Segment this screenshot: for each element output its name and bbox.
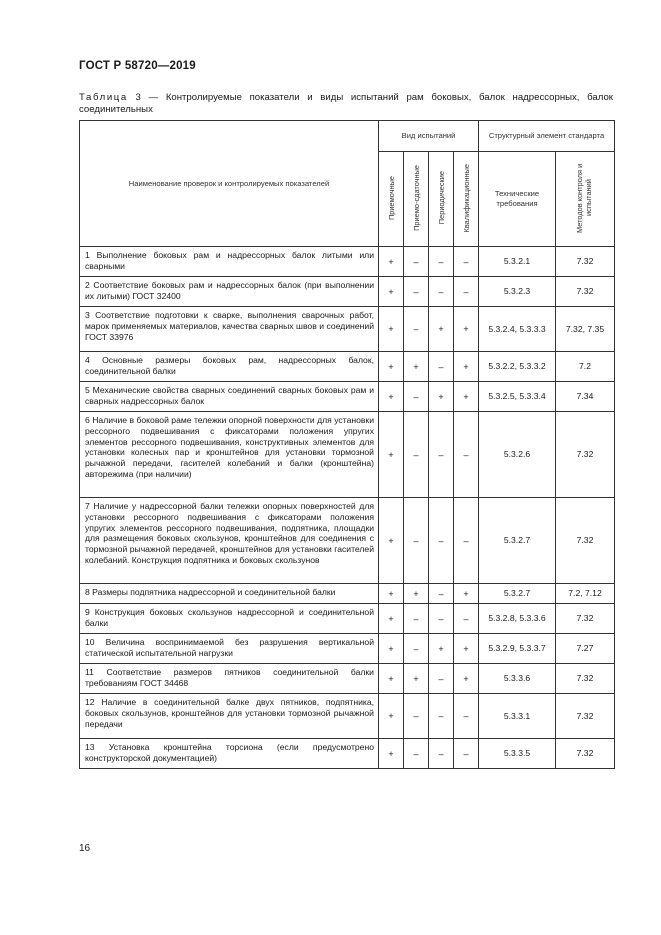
check-name-cell: 9 Конструкция боковых скользунов надрессорной и соединительной балки bbox=[80, 604, 379, 634]
method-ref-cell: 7.32, 7.35 bbox=[556, 307, 615, 352]
test-mark-cell: – bbox=[454, 694, 479, 739]
test-mark-cell: – bbox=[454, 277, 479, 307]
check-name-cell: 4 Основные размеры боковых рам, надрессорных балок, соединительной балки bbox=[80, 352, 379, 382]
test-mark-cell: + bbox=[454, 664, 479, 694]
table-row bbox=[80, 277, 615, 307]
test-mark-cell: – bbox=[454, 412, 479, 498]
caption-number: 3 bbox=[135, 92, 141, 103]
test-mark-cell: – bbox=[404, 604, 429, 634]
check-name-cell: 12 Наличие в соединительной балке двух пятников, подпятника, боковых скользунов, кронштейнов для установки тормозной рычажной передачи bbox=[80, 694, 379, 739]
method-ref-cell: 7.32 bbox=[556, 277, 615, 307]
table-row bbox=[80, 739, 615, 769]
requirement-ref-cell: 5.3.2.6 bbox=[479, 412, 556, 498]
header-test-qualification: Квалификационные bbox=[454, 152, 479, 247]
check-name-cell: 10 Величина воспринимаемой без разрушения вертикальной статической испытательной нагрузки bbox=[80, 634, 379, 664]
test-mark-cell: – bbox=[404, 277, 429, 307]
test-mark-cell: + bbox=[379, 584, 404, 604]
test-mark-cell: – bbox=[429, 604, 454, 634]
test-mark-cell: + bbox=[429, 634, 454, 664]
test-mark-cell: + bbox=[454, 584, 479, 604]
test-mark-cell: + bbox=[379, 634, 404, 664]
requirement-ref-cell: 5.3.2.8, 5.3.3.6 bbox=[479, 604, 556, 634]
check-name-cell: 11 Соответствие размеров пятников соединительной балки требованиям ГОСТ 34468 bbox=[80, 664, 379, 694]
test-mark-cell: + bbox=[379, 277, 404, 307]
header-structural-element: Структурный элемент стандарта bbox=[479, 121, 615, 152]
method-ref-cell: 7.32 bbox=[556, 664, 615, 694]
table-row bbox=[80, 247, 615, 277]
check-name-cell: 8 Размеры подпятника надрессорной и соединительной балки bbox=[80, 584, 379, 604]
test-mark-cell: – bbox=[429, 584, 454, 604]
test-mark-cell: – bbox=[429, 694, 454, 739]
test-mark-cell: + bbox=[404, 352, 429, 382]
method-ref-cell: 7.32 bbox=[556, 694, 615, 739]
table-row bbox=[80, 307, 615, 352]
method-ref-cell: 7.34 bbox=[556, 382, 615, 412]
requirement-ref-cell: 5.3.2.1 bbox=[479, 247, 556, 277]
test-mark-cell: + bbox=[454, 634, 479, 664]
check-name-cell: 5 Механические свойства сварных соединений сварных боковых рам и сварных надрессорных балок bbox=[80, 382, 379, 412]
check-name-cell: 3 Соответствие подготовки к сварке, выполнения сварочных работ, марок применяемых материалов, качества сварных швов и соединений ГОСТ 33976 bbox=[80, 307, 379, 352]
test-mark-cell: – bbox=[454, 498, 479, 584]
test-mark-cell: – bbox=[404, 307, 429, 352]
requirement-ref-cell: 5.3.3.1 bbox=[479, 694, 556, 739]
method-ref-cell: 7.32 bbox=[556, 247, 615, 277]
method-ref-cell: 7.2 bbox=[556, 352, 615, 382]
requirement-ref-cell: 5.3.2.4, 5.3.3.3 bbox=[479, 307, 556, 352]
table-row bbox=[80, 412, 615, 498]
header-test-periodic: Периодические bbox=[429, 152, 454, 247]
table-row bbox=[80, 604, 615, 634]
test-mark-cell: – bbox=[429, 739, 454, 769]
test-mark-cell: – bbox=[404, 382, 429, 412]
method-ref-cell: 7.32 bbox=[556, 739, 615, 769]
test-mark-cell: – bbox=[429, 352, 454, 382]
test-mark-cell: – bbox=[404, 694, 429, 739]
header-test-methods: Методов контроля и испытаний bbox=[556, 152, 615, 247]
test-mark-cell: + bbox=[454, 382, 479, 412]
test-mark-cell: + bbox=[404, 664, 429, 694]
check-name-cell: 13 Установка кронштейна торсиона (если предусмотрено конструкторской документацией) bbox=[80, 739, 379, 769]
header-technical-requirements: Технические требования bbox=[479, 152, 556, 247]
method-ref-cell: 7.32 bbox=[556, 498, 615, 584]
method-ref-cell: 7.32 bbox=[556, 412, 615, 498]
test-mark-cell: + bbox=[379, 739, 404, 769]
page-number: 16 bbox=[79, 843, 91, 854]
requirement-ref-cell: 5.3.2.2, 5.3.3.2 bbox=[479, 352, 556, 382]
table-caption bbox=[79, 92, 613, 115]
test-mark-cell: + bbox=[454, 307, 479, 352]
test-mark-cell: + bbox=[379, 412, 404, 498]
caption-text: — Контролируемые показатели и виды испытаний рам боковых, балок надрессорных, балок соединительных bbox=[79, 92, 614, 115]
test-mark-cell: + bbox=[454, 352, 479, 382]
test-mark-cell: + bbox=[379, 307, 404, 352]
document-code: ГОСТ Р 58720—2019 bbox=[79, 60, 196, 72]
requirement-ref-cell: 5.3.2.5, 5.3.3.4 bbox=[479, 382, 556, 412]
test-mark-cell: – bbox=[404, 739, 429, 769]
check-name-cell: 2 Соответствие боковых рам и надрессорных балок (при выполнении их литыми) ГОСТ 32400 bbox=[80, 277, 379, 307]
requirement-ref-cell: 5.3.2.9, 5.3.3.7 bbox=[479, 634, 556, 664]
test-mark-cell: – bbox=[454, 739, 479, 769]
table-row bbox=[80, 694, 615, 739]
test-mark-cell: – bbox=[429, 247, 454, 277]
table-row bbox=[80, 382, 615, 412]
test-mark-cell: – bbox=[429, 498, 454, 584]
test-mark-cell: + bbox=[429, 307, 454, 352]
test-mark-cell: – bbox=[454, 247, 479, 277]
test-mark-cell: + bbox=[379, 382, 404, 412]
header-test-acceptance: Приемочные bbox=[379, 152, 404, 247]
header-check-name: Наименование проверок и контролируемых показателей bbox=[80, 121, 379, 247]
caption-label: Таблица bbox=[79, 92, 128, 103]
test-mark-cell: – bbox=[404, 412, 429, 498]
test-mark-cell: + bbox=[379, 694, 404, 739]
test-mark-cell: + bbox=[429, 382, 454, 412]
table-row bbox=[80, 634, 615, 664]
check-name-cell: 1 Выполнение боковых рам и надрессорных балок литыми или сварными bbox=[80, 247, 379, 277]
test-mark-cell: – bbox=[404, 247, 429, 277]
test-mark-cell: + bbox=[379, 247, 404, 277]
requirement-ref-cell: 5.3.3.5 bbox=[479, 739, 556, 769]
table-row bbox=[80, 498, 615, 584]
test-mark-cell: – bbox=[404, 498, 429, 584]
table-row bbox=[80, 584, 615, 604]
requirement-ref-cell: 5.3.3.6 bbox=[479, 664, 556, 694]
requirement-ref-cell: 5.3.2.7 bbox=[479, 584, 556, 604]
test-mark-cell: + bbox=[379, 498, 404, 584]
header-test-types: Вид испытаний bbox=[379, 121, 479, 152]
test-mark-cell: – bbox=[429, 412, 454, 498]
check-name-cell: 7 Наличие у надрессорной балки тележки опорных поверхностей для установки рессорного подвешивания с фиксаторами положения упругих элементов рессорного подвешивания, подпятника, площадки для размещения боковых скользунов, кронштейнов для соединения с тормозной рычажной передачей, кронштейнов для установки гасителей колебаний. Конструкция подпятника и боковых скользунов bbox=[80, 498, 379, 584]
requirement-ref-cell: 5.3.2.3 bbox=[479, 277, 556, 307]
requirement-ref-cell: 5.3.2.7 bbox=[479, 498, 556, 584]
test-mark-cell: + bbox=[379, 352, 404, 382]
test-mark-cell: – bbox=[404, 634, 429, 664]
table-row bbox=[80, 352, 615, 382]
method-ref-cell: 7.2, 7.12 bbox=[556, 584, 615, 604]
test-mark-cell: + bbox=[404, 584, 429, 604]
test-mark-cell: – bbox=[429, 664, 454, 694]
method-ref-cell: 7.32 bbox=[556, 604, 615, 634]
check-name-cell: 6 Наличие в боковой раме тележки опорной поверхности для установки рессорного подвешивания с фиксаторами положения упругих элементов рессорного подвешивания, конструктивных элементов для установки колесных пар и кронштейнов для установки тормозной рычажной передачи, гасителей колебаний и балки (кронштейна) авторежима (при наличии) bbox=[80, 412, 379, 498]
test-mark-cell: + bbox=[379, 604, 404, 634]
test-mark-cell: + bbox=[379, 664, 404, 694]
test-mark-cell: – bbox=[454, 604, 479, 634]
method-ref-cell: 7.27 bbox=[556, 634, 615, 664]
header-test-delivery: Приемо-сдаточные bbox=[404, 152, 429, 247]
test-mark-cell: – bbox=[429, 277, 454, 307]
table-row bbox=[80, 664, 615, 694]
table-body bbox=[80, 247, 615, 769]
inspection-table bbox=[79, 120, 615, 769]
